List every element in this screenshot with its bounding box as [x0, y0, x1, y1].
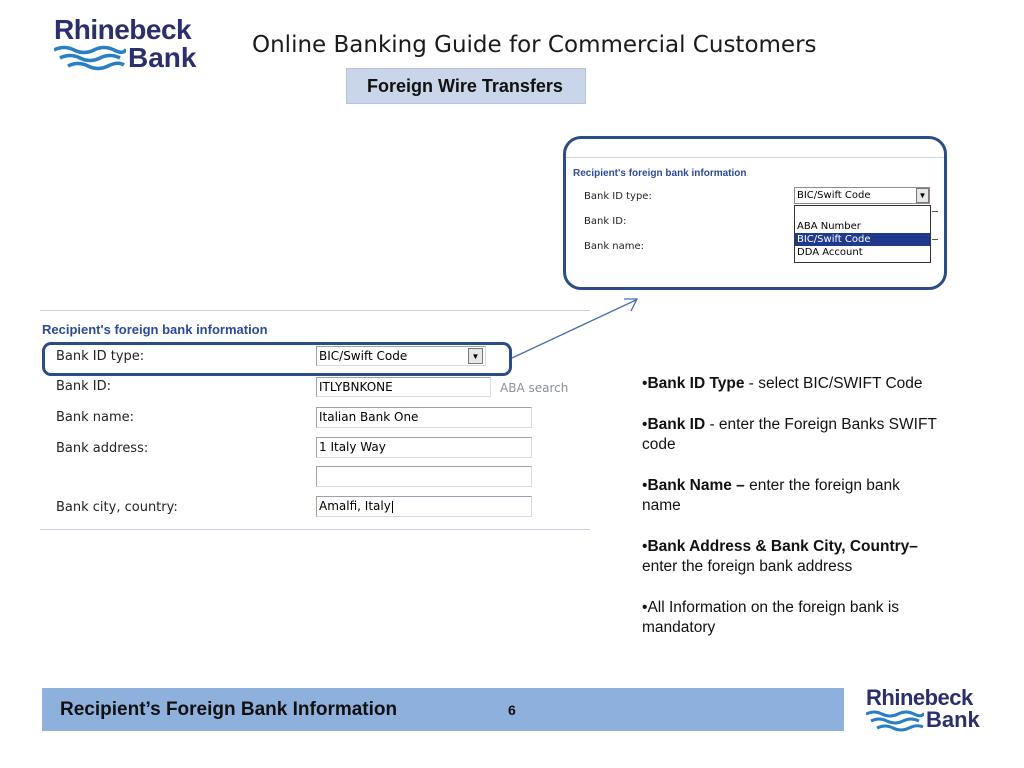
inset-top-rule — [566, 157, 947, 158]
footer-title: Recipient’s Foreign Bank Information — [60, 699, 398, 720]
dropdown-option-bic-swift[interactable]: BIC/Swift Code — [795, 233, 930, 246]
label-bank-id-type: Bank ID type: — [56, 349, 145, 364]
bank-id-type-value: BIC/Swift Code — [319, 349, 408, 363]
inset-label-bank-name: Bank name: — [584, 241, 645, 252]
logo-bottom-wave-icon — [866, 710, 924, 732]
inset-chevron-down-icon[interactable]: ▼ — [916, 188, 929, 203]
logo-bottom-line1: Rhinebeck — [866, 685, 973, 710]
bank-id-type-highlight — [42, 342, 512, 376]
bank-id-input[interactable] — [316, 377, 491, 397]
form-bottom-rule — [40, 529, 590, 530]
bank-name-value: Italian Bank One — [319, 410, 419, 424]
page-title: Online Banking Guide for Commercial Customers — [252, 32, 817, 58]
inset-bank-id-type-select[interactable] — [794, 187, 930, 204]
logo-line1: Rhinebeck — [54, 14, 192, 45]
bank-address-input[interactable] — [316, 437, 532, 458]
label-bank-address: Bank address: — [56, 441, 149, 456]
inset-label-bank-id-type: Bank ID type: — [584, 191, 652, 202]
rhinebeck-bank-logo-bottom — [866, 687, 996, 735]
bank-city-country-value: Amalfi, Italy — [319, 499, 391, 513]
page-subtitle: Foreign Wire Transfers — [367, 76, 563, 96]
dropdown-zoom-inset — [563, 136, 947, 290]
dropdown-option-aba-number[interactable]: ABA Number — [797, 221, 861, 232]
label-bank-city-country: Bank city, country: — [56, 500, 178, 515]
bank-address-value: 1 Italy Way — [319, 440, 386, 454]
inset-field-edge-2 — [932, 239, 938, 240]
logo-wave-icon — [54, 45, 126, 71]
aba-search-link[interactable]: ABA search — [500, 381, 569, 395]
logo-bottom-line2: Bank — [926, 707, 980, 732]
rhinebeck-bank-logo-top — [54, 16, 204, 74]
inset-heading: Recipient's foreign bank information — [573, 168, 747, 179]
inset-dropdown-list — [794, 205, 931, 263]
logo-line2: Bank — [128, 42, 197, 73]
bullet-item: •Bank ID Type - select BIC/SWIFT Code — [642, 375, 923, 392]
text-cursor — [392, 501, 393, 513]
chevron-down-icon[interactable]: ▼ — [468, 348, 483, 364]
inset-label-bank-id: Bank ID: — [584, 216, 627, 227]
bullet-item: •Bank Address & Bank City, Country– enter the foreign bank address — [642, 537, 918, 575]
instruction-bullets — [642, 374, 942, 659]
label-bank-id: Bank ID: — [56, 379, 112, 394]
bullet-item: •Bank ID - enter the Foreign Banks SWIFT code — [642, 415, 937, 453]
bank-address-line2-input[interactable] — [316, 466, 532, 487]
connector-arrow-icon — [500, 290, 650, 370]
dropdown-option-dda-account[interactable]: DDA Account — [797, 247, 863, 258]
inset-select-value: BIC/Swift Code — [797, 190, 871, 201]
bullet-item: •Bank Name – enter the foreign bank name — [642, 476, 900, 514]
inset-field-edge-1 — [932, 211, 938, 212]
bank-name-input[interactable] — [316, 407, 532, 428]
bank-id-value: ITLYBNKONE — [319, 380, 393, 394]
bullet-item: •All Information on the foreign bank is mandatory — [642, 598, 900, 636]
label-bank-name: Bank name: — [56, 410, 135, 425]
page-number: 6 — [508, 702, 516, 718]
form-heading: Recipient's foreign bank information — [42, 322, 268, 337]
form-top-rule — [40, 310, 590, 311]
bank-city-country-input[interactable] — [316, 496, 532, 517]
